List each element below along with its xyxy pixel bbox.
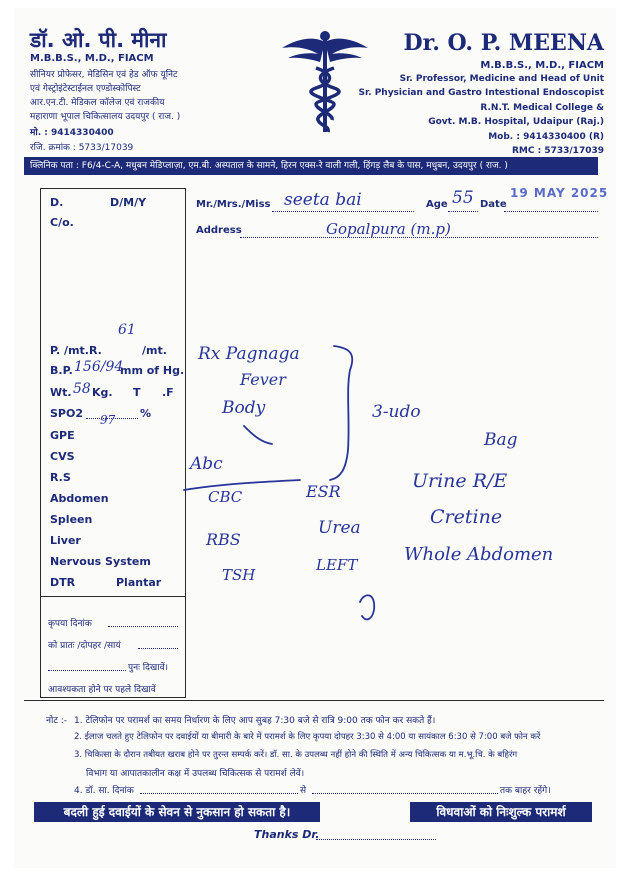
- resp-rate-value: 61: [118, 322, 136, 338]
- rx-line: Body: [222, 398, 266, 418]
- rx-line: Fever: [240, 370, 286, 389]
- rx-line: Urea: [318, 518, 361, 538]
- spo2-value: 97: [100, 413, 116, 427]
- note-item: 2. ईलाज चलते हुए टेलिफोन पर दवाईयों या बीमारी के बारे में परामर्श के लिए कृपया दोपहर 3:30 से 4:00 या सायंकाल 6:30 से 7:00 बजे फोन करें: [74, 732, 541, 742]
- rx-line: RBS: [206, 530, 241, 549]
- clinic-address-bar: क्लिनिक पता : F6/4-C-A, मधुबन मेडिप्लाज़ा, एम.बी. अस्पताल के सामने, हिरन एक्स-रे वाली गली, हिंगड़ लैब के पास, मधुबन, उदयपुर ( राज. ): [24, 157, 598, 175]
- note-item: 1. टेलिफोन पर परामर्श का समय निर्धारण के लिए आप सुबह 7:30 बजे से रात्रि 9:00 तक फोन कर सकते हैं।: [74, 716, 436, 726]
- note-item: तक बाहर रहेंगे।: [500, 786, 551, 796]
- hindi-header-line: सीनियर प्रोफेसर, मेडिसिन एवं हेड ऑफ यूनिट: [30, 70, 178, 80]
- exam-abdomen: Abdomen: [50, 492, 109, 505]
- rx-line: Rx Pagnaga: [198, 344, 300, 364]
- thanks-label: Thanks Dr.: [254, 828, 320, 841]
- exam-cvs: CVS: [50, 450, 75, 463]
- patient-name-label: Mr./Mrs./Miss: [196, 199, 271, 210]
- rx-line: ESR: [306, 482, 341, 501]
- doctor-degrees-hindi: M.B.B.S., M.D., FIACM: [30, 53, 154, 64]
- exam-liver: Liver: [50, 534, 81, 547]
- hindi-header-line: महाराणा भूपाल चिकित्सालय उदयपुर ( राज. ): [30, 112, 181, 122]
- exam-spleen: Spleen: [50, 513, 93, 526]
- english-mobile: Mob. : 9414330400 (R): [488, 132, 604, 142]
- followup-revisit: पुनः दिखावें।: [128, 663, 169, 673]
- bp-value: 156/94: [74, 359, 124, 375]
- followup-early: आवश्यकता होने पर पहले दिखावें: [48, 685, 156, 695]
- rx-line: Bag: [484, 430, 518, 450]
- date-format-label: D/M/Y: [110, 196, 147, 209]
- exam-rs: R.S: [50, 471, 71, 484]
- note-item: से: [300, 786, 307, 796]
- address-value: Gopalpura (m.p): [326, 220, 451, 238]
- exam-nervous-system: Nervous System: [50, 555, 151, 568]
- temp-unit: .F: [162, 386, 174, 399]
- rx-line: Urine R/E: [412, 470, 508, 492]
- rx-line: TSH: [222, 566, 256, 584]
- hindi-header-line: एवं गेस्ट्रोइंटेस्टाईनल एण्डोस्कोपिस्ट: [30, 84, 141, 94]
- rx-line: Whole Abdomen: [404, 544, 554, 565]
- rx-line: Abc: [190, 454, 223, 474]
- hindi-mobile: मो. : 9414330400: [30, 128, 114, 138]
- note-item: 3. चिकित्सा के दौरान तबीयत खराब होने पर तुरन्त सम्पर्क करें। डॉ. सा. के उपलब्ध नहीं होने की स्थिति में अन्य चिकित्सक या म.भू.चि. के बहिरंग: [74, 750, 518, 760]
- english-header-line: R.N.T. Medical College &: [480, 103, 604, 113]
- handwriting-strokes: [180, 330, 600, 630]
- english-header-line: Sr. Professor, Medicine and Head of Unit: [399, 74, 604, 84]
- rx-line: 3-udo: [372, 402, 421, 422]
- age-label: Age: [426, 199, 448, 210]
- followup-time: को प्रातः /दोपहर /सायं: [48, 641, 121, 651]
- hindi-header-line: आर.एन.टी. मेडिकल कॉलेज एवं राजकीय: [30, 98, 165, 108]
- spo2-unit: %: [140, 407, 152, 420]
- rx-line: LEFT: [316, 556, 358, 574]
- followup-divider: [40, 596, 186, 597]
- weight-label: Wt.: [50, 386, 72, 399]
- doctor-name-english: Dr. O. P. MEENA: [403, 30, 604, 56]
- followup-date: कृपया दिनांक: [48, 619, 92, 629]
- age-value: 55: [452, 188, 474, 208]
- notes-prefix: नोट :-: [46, 716, 68, 726]
- date-field-label: Date: [480, 199, 507, 210]
- exam-gpe: GPE: [50, 429, 75, 442]
- co-label: C/o.: [50, 216, 74, 229]
- pulse-label: P. /mt.R.: [50, 344, 102, 357]
- doctor-name-hindi: डॉ. ओ. पी. मीना: [30, 28, 167, 52]
- dtr-label: DTR: [50, 576, 76, 589]
- hindi-registration: रजि. क्रमांक : 5733/17039: [30, 143, 134, 153]
- date-stamp: 19 MAY 2025: [510, 186, 609, 200]
- english-header-line: Govt. M.B. Hospital, Udaipur (Raj.): [428, 117, 604, 127]
- note-item: 4. डॉ. सा. दिनांक: [74, 786, 134, 796]
- bp-label: B.P.: [50, 364, 73, 377]
- notes-divider: [24, 700, 604, 701]
- free-consultation-banner: विधवाओं को निःशुल्क परामर्श: [410, 802, 592, 822]
- plantar-label: Plantar: [116, 576, 162, 589]
- date-label: D.: [50, 196, 64, 209]
- doctor-degrees-english: M.B.B.S., M.D., FIACM: [480, 60, 604, 71]
- address-label: Address: [196, 225, 242, 236]
- caduceus-icon: [278, 28, 372, 138]
- note-item: विभाग या आपातकालीन कक्ष में उपलब्ध चिकित्सक से परामर्श लेवें।: [86, 769, 305, 779]
- weight-unit: Kg.: [92, 386, 113, 399]
- english-header-line: Sr. Physician and Gastro Intestional Endoscopist: [358, 88, 604, 98]
- patient-name-value: seeta bai: [284, 190, 362, 210]
- warning-banner: बदली हुई दवाईयों के सेवन से नुकसान हो सकता है।: [34, 802, 320, 822]
- bp-unit: mm of Hg.: [120, 364, 185, 377]
- pulse-unit: /mt.: [142, 344, 167, 357]
- weight-value: 58: [73, 381, 91, 397]
- english-registration: RMC : 5733/17039: [511, 146, 604, 156]
- spo2-label: SPO2: [50, 407, 83, 420]
- rx-line: CBC: [208, 488, 243, 506]
- rx-line: Cretine: [430, 506, 503, 528]
- temp-label: T: [133, 386, 141, 399]
